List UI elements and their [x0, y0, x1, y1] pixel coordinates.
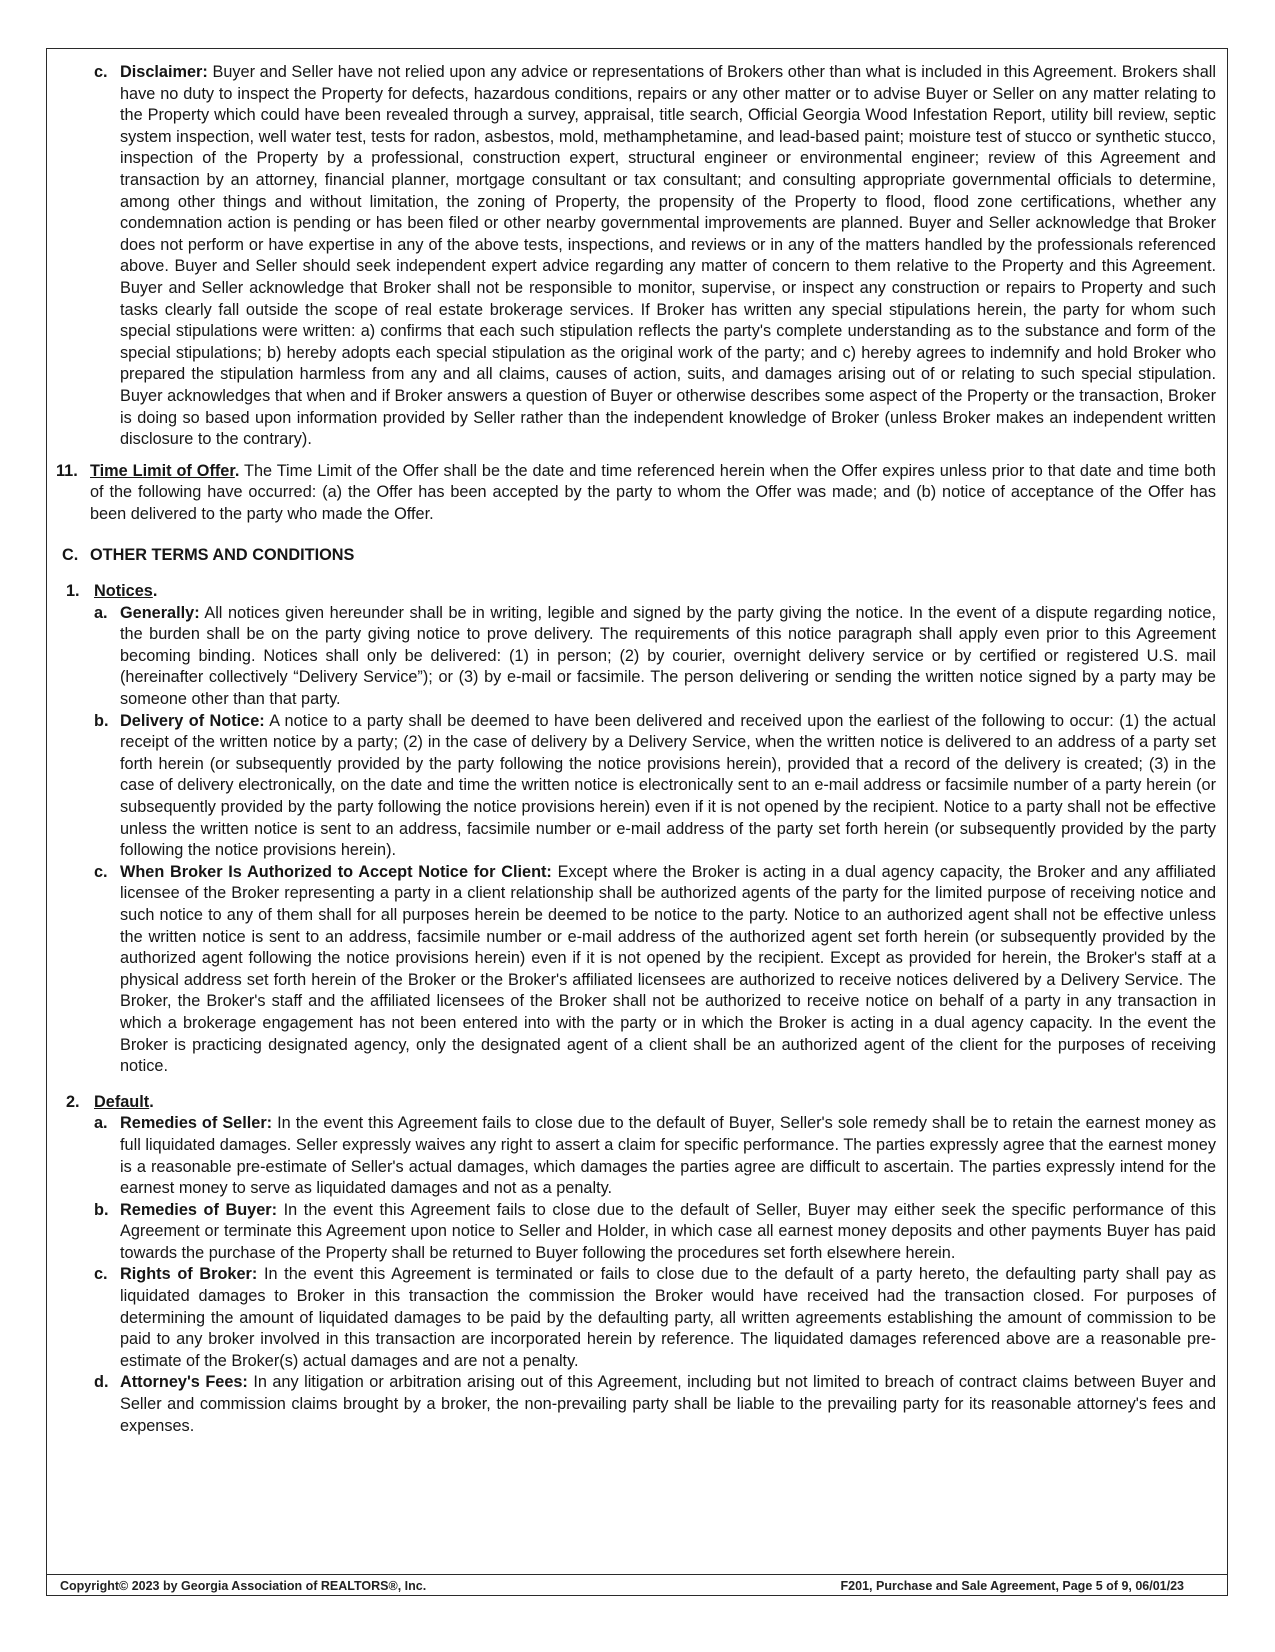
- form-page-info: F201, Purchase and Sale Agreement, Page 5 of 9, 06/01/23: [840, 1578, 1184, 1593]
- disclaimer-paragraph: [56, 62, 1216, 451]
- notices-delivery: b. Delivery of Notice: A notice to a party shall be deemed to have been delivered and received upon the earliest of the following to occur: (1) the actual receipt of the written notice by a party; (2) in the case of delivery by a Delivery Service, when the written notice is delivered to an address of a party set forth herein (or subsequently provided by the party following the notice provisions herein), provided that a record of the delivery is created; (3) in the case of delivery electronically, on the date and time the written notice is electronically sent to an e-mail address or facsimile number of a party herein (or subsequently provided by the party following the notice provisions herein) even if it is not opened by the recipient. Notice to a party shall not be effective unless the written notice is sent to an address, facsimile number or e-mail address of the party set forth herein (or subsequently provided by the party following the notice provisions herein).: [94, 711, 1216, 860]
- notices-broker-authorized: c. When Broker Is Authorized to Accept Notice for Client: Except where the Broker is acting in a dual agency capacity, the Broker and any affiliated licensee of the Broker representing a party in a client relationship shall be authorized agents of the party for the limited purpose of receiving notice and such notice to any of them shall for all purposes herein be deemed to be notice to the party. Notice to an authorized agent shall not be effective unless the written notice is sent to an address, facsimile number or e-mail address of the authorized agent set forth herein (or subsequently provided by the authorized agent following the notice provisions herein) even if it is not opened by the recipient. Except as provided for herein, the Broker's staff at a physical address set forth herein of the Broker or the Broker's affiliated licensees are authorized to receive notices delivered by a Delivery Service. The Broker, the Broker's staff and the affiliated licensees of the Broker shall not be authorized to receive notice on behalf of a party in any transaction in which a brokerage engagement has not been entered into with the party or in which the Broker is acting in a dual agency capacity. In the event the Broker is practicing designated agency, only the designated agent of a client shall be an authorized agent of the client for the purposes of receiving notice.: [94, 862, 1216, 1076]
- notices-generally: a. Generally: All notices given hereunder shall be in writing, legible and signed by the party giving the notice. In the event of a dispute regarding notice, the burden shall be on the party giving notice to prove delivery. The requirements of this notice paragraph shall apply even prior to this Agreement becoming binding. Notices shall only be delivered: (1) in person; (2) by courier, overnight delivery service or by certified or registered U.S. mail (hereinafter collectively “Delivery Service”); or (3) by e-mail or facsimile. The person delivering or sending the written notice signed by a party may be someone other than that party.: [94, 603, 1217, 709]
- time-limit-text: The Time Limit of the Offer shall be the date and time referenced herein when the Offer expires unless prior to that date and time both of the following have occurred: (a) the Offer has been accepted by the party to whom the Offer was made; and (b) notice of acceptance of the Offer has been delivered to the party who made the Offer.: [90, 461, 1216, 523]
- default-heading: 2. Default.: [66, 1092, 154, 1111]
- time-limit-title: Time Limit of Offer: [90, 461, 235, 480]
- section-heading: C. OTHER TERMS AND CONDITIONS: [62, 546, 355, 565]
- notices-heading: 1. Notices.: [66, 582, 158, 601]
- item-marker: 11.: [56, 461, 78, 480]
- document-body: [56, 62, 1216, 1437]
- page-footer: [46, 1574, 1228, 1596]
- disclaimer-text: Buyer and Seller have not relied upon any advice or representations of Brokers other than what is included in this Agreement. Brokers shall have no duty to inspect the Property for defects, hazardous conditions, repairs or any other matter or to advise Buyer or Seller on any matter relating to the Property which could have been revealed through a survey, appraisal, title search, Official Georgia Wood Infestation Report, utility bill review, septic system inspection, well water test, tests for radon, asbestos, mold, methamphetamine, and lead-based paint; moisture test of stucco or synthetic stucco, inspection of the Property by a professional, construction expert, structural engineer or environmental engineer; review of this Agreement and transaction by an attorney, financial planner, mortgage consultant or tax consultant; and consulting appropriate governmental officials to determine, among other things and without limitation, the zoning of Property, the propensity of the Property to flood, flood zone certifications, whether any condemnation action is pending or has been filed or other nearby governmental improvements are planned. Buyer and Seller acknowledge that Broker does not perform or have expertise in any of the above tests, inspections, and reviews or in any of the matters handled by the professionals referenced above. Buyer and Seller should seek independent expert advice regarding any matter of concern to them relative to the Property and this Agreement. Buyer and Seller acknowledge that Broker shall not be responsible to monitor, supervise, or inspect any construction or repairs to Property and such tasks clearly fall outside the scope of real estate brokerage services. If Broker has written any special stipulations herein, the party for whom such special stipulations were written: a) confirms that each such stipulation reflects the party's complete understanding as to the substance and form of the special stipulations; b) hereby adopts each special stipulation as the original work of the party; and c) hereby agrees to indemnify and hold Broker who prepared the stipulation harmless from any and all claims, causes of action, suits, and damages arising out of or relating to such special stipulation. Buyer acknowledges that when and if Broker answers a question of Buyer or otherwise describes some aspect of the Property or the transaction, Broker is doing so based upon information provided by Seller rather than the independent knowledge of Broker (unless Broker makes an independent written disclosure to the contrary).: [120, 63, 1216, 449]
- default-rights-broker: c. Rights of Broker: In the event this Agreement is terminated or fails to close due to the default of a party hereto, the defaulting party shall pay as liquidated damages to Broker in this transaction the commission the Broker would have received had the transaction closed. For purposes of determining the amount of liquidated damages to be paid by the defaulting party, all written agreements establishing the amount of commission to be paid to any broker involved in this transaction are incorporated herein by reference. The liquidated damages referenced above are a reasonable pre-estimate of the Broker(s) actual damages and are not a penalty.: [94, 1265, 1216, 1370]
- copyright-notice: Copyright© 2023 by Georgia Association of REALTORS®, Inc.: [60, 1578, 427, 1593]
- default-attorney-fees: d. Attorney's Fees: In any litigation or arbitration arising out of this Agreement, including but not limited to breach of contract claims between Buyer and Seller and commission claims brought by a broker, the non-prevailing party shall be liable to the prevailing party for its reasonable attorney's fees and expenses.: [94, 1373, 1216, 1435]
- item-marker: c.: [94, 63, 108, 81]
- time-limit-paragraph: 11. Time Limit of Offer. The Time Limit of the Offer shall be the date and time referenced herein when the Offer expires unless prior to that date and time both of the following have occurred: (a) the Offer has been accepted by the party to whom the Offer was made; and (b) notice of acceptance of the Offer has been delivered to the party who made the Offer.: [56, 461, 1216, 526]
- default-remedies-seller: a. Remedies of Seller: In the event this Agreement fails to close due to the default of Buyer, Seller's sole remedy shall be to retain the earnest money as full liquidated damages. Seller expressly waives any right to assert a claim for specific performance. The parties expressly agree that the earnest money is a reasonable pre-estimate of Seller's actual damages, which damages the parties agree are difficult to ascertain. The parties expressly intend for the earnest money to serve as liquidated damages and not as a penalty.: [94, 1114, 1216, 1198]
- default-remedies-buyer: b. Remedies of Buyer: In the event this Agreement fails to close due to the default of Seller, Buyer may either seek the specific performance of this Agreement or terminate this Agreement upon notice to Seller and Holder, in which case all earnest money deposits and other payments Buyer has paid towards the purchase of the Property shall be returned to Buyer following the procedures set forth elsewhere herein.: [94, 1200, 1216, 1262]
- disclaimer-title: Disclaimer:: [120, 63, 208, 81]
